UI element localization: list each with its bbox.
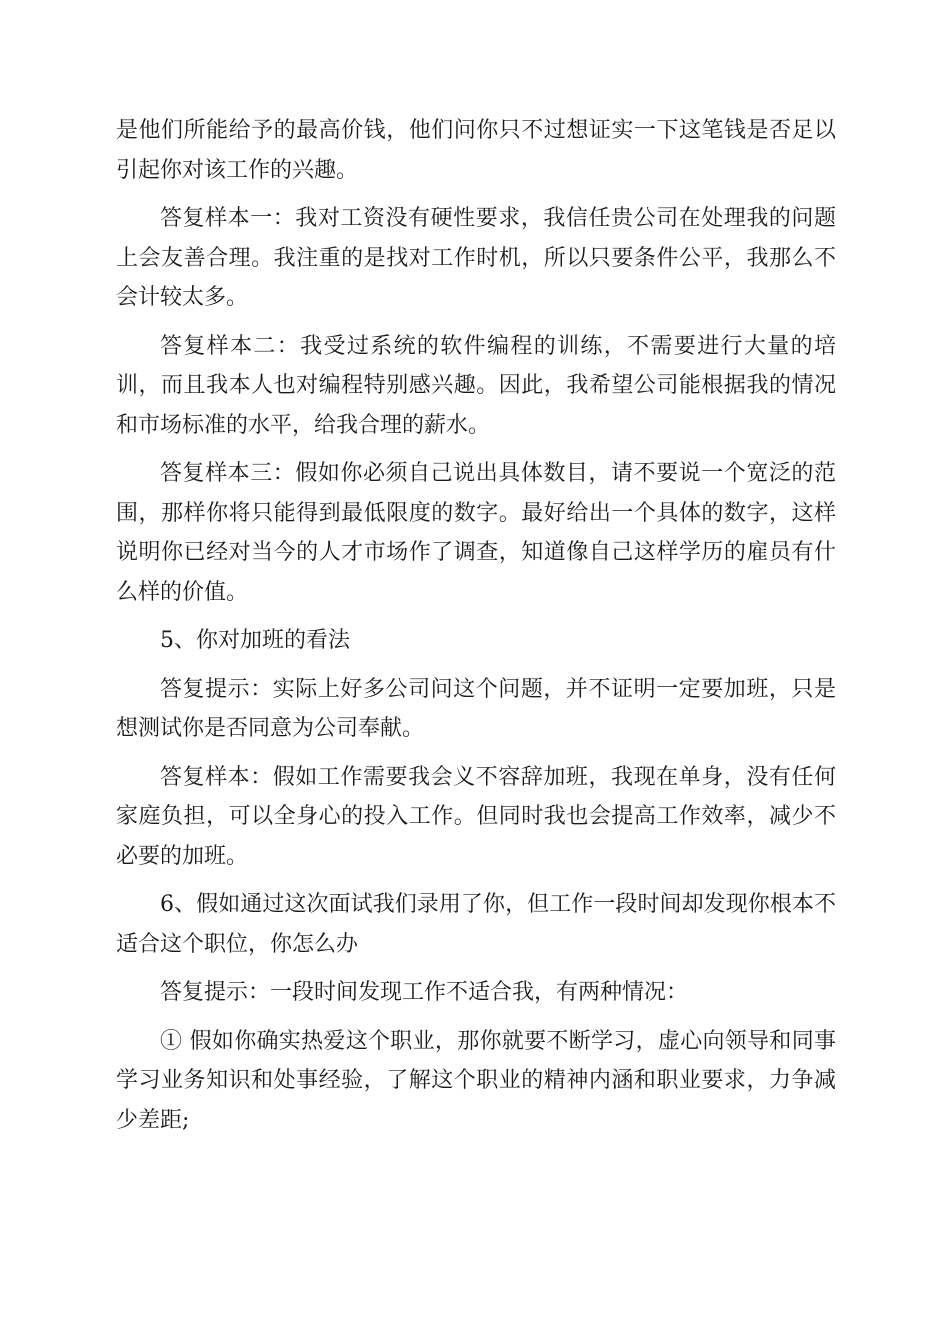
paragraph-answer-hint-5: 答复提示：实际上好多公司问这个问题，并不证明一定要加班，只是想测试你是否同意为公司奉献。 xyxy=(116,676,836,741)
paragraph-answer-sample-5: 答复样本：假如工作需要我会义不容辞加班，我现在单身，没有任何家庭负担，可以全身心的投入工作。但同时我也会提高工作效率，减少不必要的加班。 xyxy=(116,764,836,869)
question-5-heading: 5、你对加班的看法 xyxy=(160,628,350,653)
paragraph-case-1: ① 假如你确实热爱这个职业，那你就要不断学习，虚心向领导和同事学习业务知识和处事经验，了解这个职业的精神内涵和职业要求，力争减少差距; xyxy=(116,1028,836,1133)
paragraph-answer-hint-6: 答复提示：一段时间发现工作不适合我，有两种情况： xyxy=(160,980,689,1005)
paragraph-continuation: 是他们所能给予的最高价钱，他们问你只不过想证实一下这笔钱是否足以引起你对该工作的兴趣。 xyxy=(116,118,836,183)
question-6-heading: 6、假如通过这次面试我们录用了你，但工作一段时间却发现你根本不适合这个职位，你怎么办 xyxy=(116,892,836,957)
paragraph-answer-sample-2: 答复样本二：我受过系统的软件编程的训练，不需要进行大量的培训，而且我本人也对编程特别感兴趣。因此，我希望公司能根据我的情况和市场标准的水平，给我合理的薪水。 xyxy=(116,333,836,438)
paragraph-answer-sample-1: 答复样本一：我对工资没有硬性要求，我信任贵公司在处理我的问题上会友善合理。我注重的是找对工作时机，所以只要条件公平，我那么不会计较太多。 xyxy=(116,206,836,310)
paragraph-answer-sample-3: 答复样本三：假如你必须自己说出具体数目，请不要说一个宽泛的范围，那样你将只能得到最低限度的数字。最好给出一个具体的数字，这样说明你已经对当今的人才市场作了调查，知道像自己这样学历的雇员有什么样的价值。 xyxy=(116,461,836,605)
document-body xyxy=(116,111,836,1149)
